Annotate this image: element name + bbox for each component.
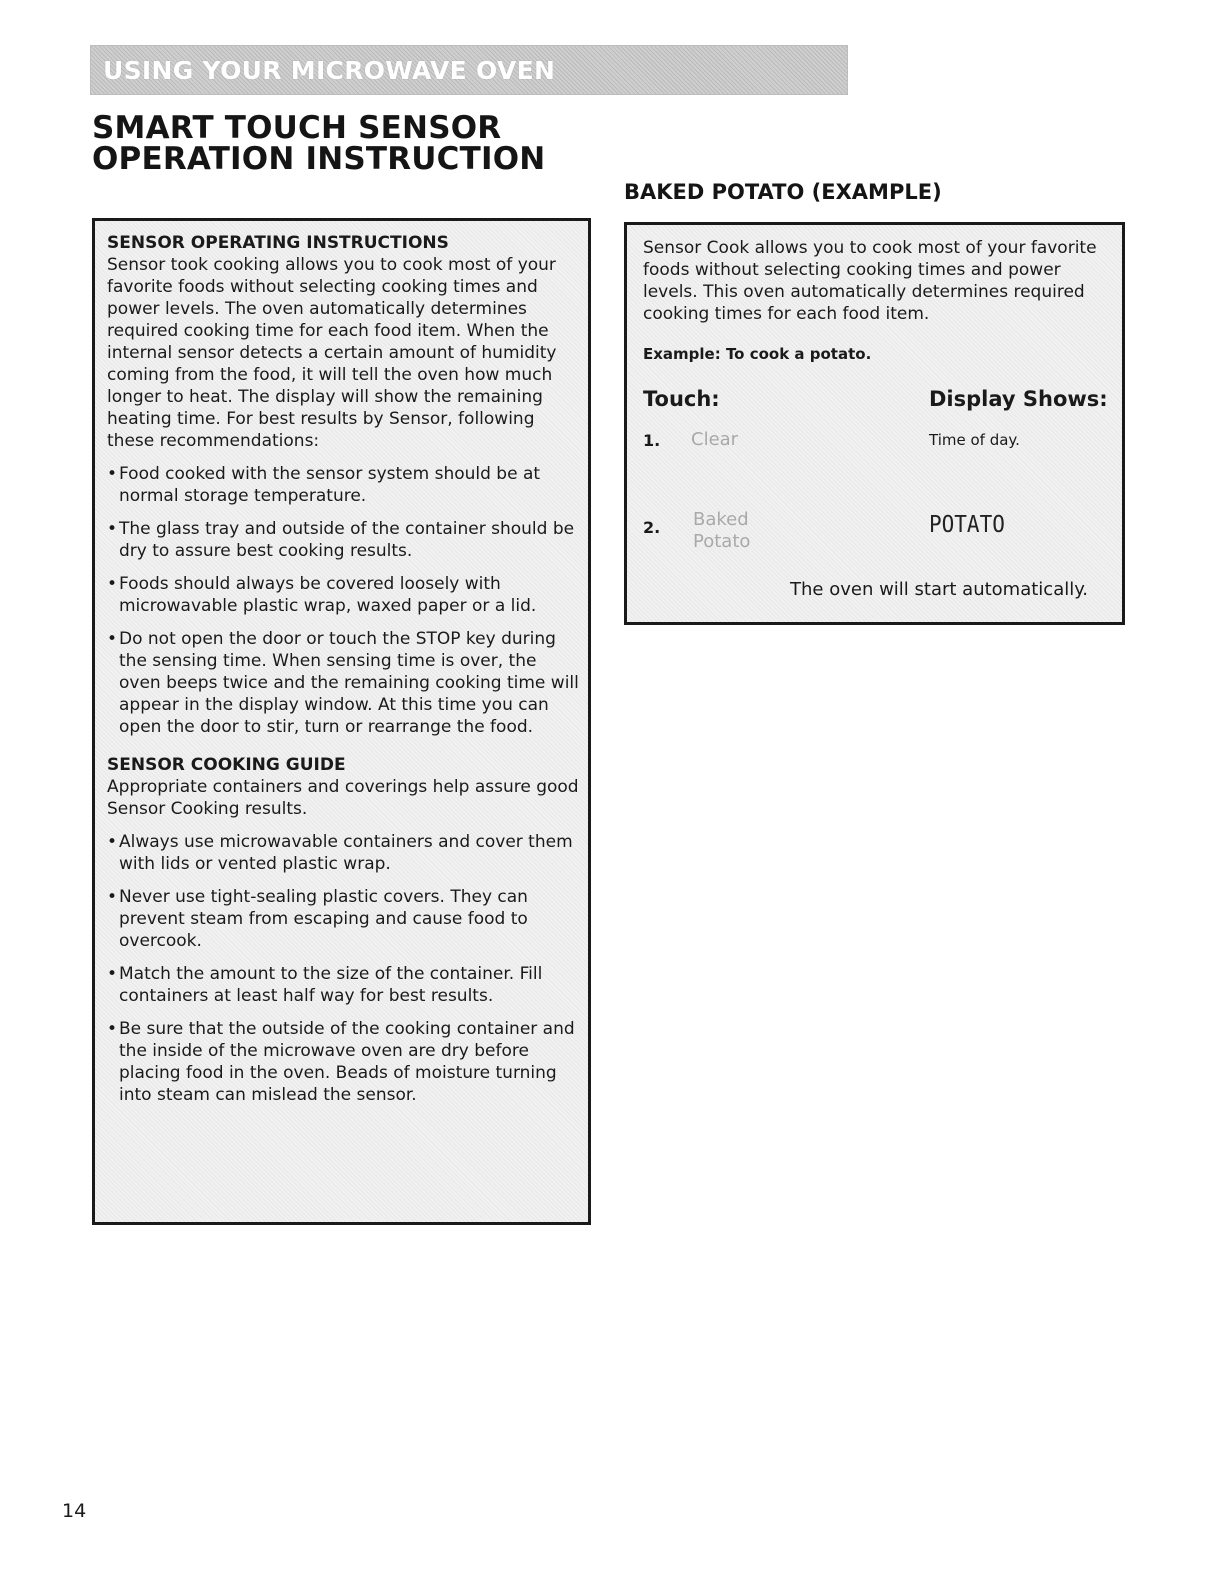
sensor-cooking-guide-heading: SENSOR COOKING GUIDE xyxy=(107,755,346,775)
list-item: • Foods should always be covered loosely with microwavable plastic wrap, waxed paper or a lid. xyxy=(107,574,537,616)
baked-potato-key xyxy=(693,509,750,553)
bullet-icon: • xyxy=(107,629,118,649)
list-item: • The glass tray and outside of the container should be dry to assure best cooking results. xyxy=(107,519,575,561)
bullet-icon: • xyxy=(107,964,118,984)
bullet-icon: • xyxy=(107,1019,118,1039)
sensor-cook-intro: Sensor Cook allows you to cook most of your favorite foods without selecting cooking times and power levels. This oven automatically determines required cooking times for each food item. xyxy=(643,238,1097,324)
bullet-icon: • xyxy=(107,574,118,594)
sensor-operating-intro: Sensor took cooking allows you to cook most of your favorite foods without selecting cooking times and power levels. The oven automatically determines required cooking time for each food item. When the internal sensor detects a certain amount of humidity coming from the food, it will tell the oven how much longer to heat. The display will show the remaining heating time. For best results by Sensor, following these recommendations: xyxy=(107,255,557,451)
display-lcd-potato: POTATO xyxy=(929,511,1005,538)
touch-column-header: Touch: xyxy=(643,387,720,411)
example-heading: BAKED POTATO (EXAMPLE) xyxy=(624,180,942,204)
list-item: • Match the amount to the size of the container. Fill containers at least half way for best results. xyxy=(107,964,543,1006)
page-title-line2: OPERATION INSTRUCTION xyxy=(92,141,546,177)
sensor-cooking-guide-intro: Appropriate containers and coverings help assure good Sensor Cooking results. xyxy=(107,777,579,819)
bullet-icon: • xyxy=(107,832,118,852)
bullet-icon: • xyxy=(107,519,118,539)
page-title-line1: SMART TOUCH SENSOR xyxy=(92,110,502,146)
banner-text: USING YOUR MICROWAVE OVEN xyxy=(103,56,556,85)
baked-potato-example-box xyxy=(624,222,1125,625)
sensor-instructions-box xyxy=(92,218,591,1225)
bullet-icon: • xyxy=(107,887,118,907)
display-time-of-day: Time of day. xyxy=(929,431,1020,449)
sensor-cooking-guide-list xyxy=(107,831,579,1106)
list-item: • Be sure that the outside of the cooking container and the inside of the microwave oven are dry before placing food in the oven. Beads of moisture turning into steam can mislead the sensor. xyxy=(107,1019,575,1105)
bullet-icon: • xyxy=(107,464,118,484)
display-column-header: Display Shows: xyxy=(929,387,1108,411)
section-banner xyxy=(90,45,848,95)
list-item: • Do not open the door or touch the STOP key during the sensing time. When sensing time is over, the oven beeps twice and the remaining cooking time will appear in the display window. At this time you can open the door to stir, turn or rearrange the food. xyxy=(107,629,579,737)
step-number: 1. xyxy=(643,431,661,450)
auto-start-note: The oven will start automatically. xyxy=(790,579,1089,600)
potato-key-line: Potato xyxy=(693,531,751,552)
example-label: Example: To cook a potato. xyxy=(643,345,872,363)
page-number: 14 xyxy=(62,1500,87,1522)
page-title xyxy=(92,110,546,177)
list-item: • Never use tight-sealing plastic covers. They can prevent steam from escaping and cause food to overcook. xyxy=(107,887,528,951)
list-item: • Food cooked with the sensor system should be at normal storage temperature. xyxy=(107,464,541,506)
clear-key: Clear xyxy=(691,429,739,450)
sensor-operating-list xyxy=(107,463,579,738)
baked-key-line: Baked xyxy=(693,509,749,530)
list-item: • Always use microwavable containers and cover them with lids or vented plastic wrap. xyxy=(107,832,573,874)
step-number: 2. xyxy=(643,518,661,537)
sensor-operating-heading: SENSOR OPERATING INSTRUCTIONS xyxy=(107,233,449,253)
